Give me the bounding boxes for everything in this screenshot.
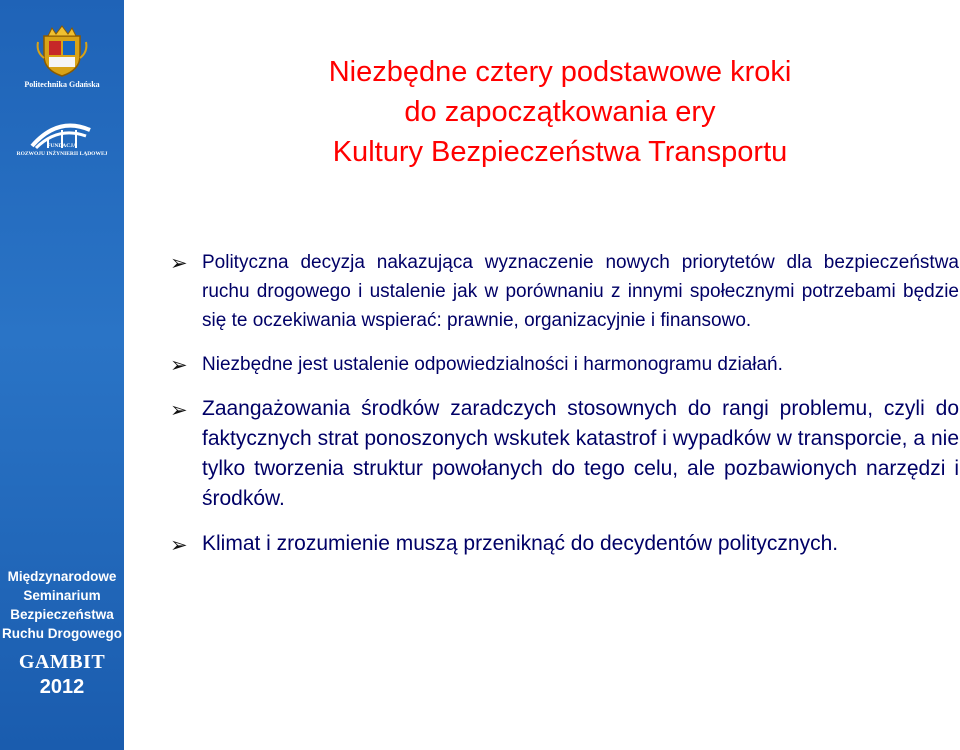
bullet-text: Niezbędne jest ustalenie odpowiedzialności i harmonogramu działań.	[202, 354, 783, 375]
arrow-bullet-icon: ➢	[170, 251, 188, 275]
event-year: 2012	[39, 676, 85, 698]
event-name: GAMBIT	[18, 651, 106, 673]
seminar-line: Międzynarodowe	[7, 569, 117, 584]
bullet-item	[170, 394, 959, 514]
seminar-line: Bezpieczeństwa	[10, 607, 114, 622]
arrow-bullet-icon: ➢	[170, 533, 188, 557]
seminar-line: Seminarium	[23, 588, 101, 603]
university-name: Politechnika Gdańska	[24, 80, 100, 89]
foundation-line-2: ROZWOJU INŻYNIERII LĄDOWEJ	[16, 151, 108, 157]
slide-title	[250, 52, 870, 172]
seminar-name	[0, 567, 124, 643]
bullet-item	[170, 350, 959, 379]
bullet-text: Klimat i zrozumienie muszą przeniknąć do decydentów politycznych.	[202, 532, 839, 555]
bullet-list	[170, 248, 959, 574]
title-line: do zapoczątkowania ery	[404, 96, 716, 128]
title-line: Niezbędne cztery podstawowe kroki	[328, 56, 792, 88]
arrow-bullet-icon: ➢	[170, 398, 188, 422]
bullet-item	[170, 248, 959, 335]
foundation-line-1: FUNDACJA	[47, 143, 77, 149]
bullet-text: Polityczna decyzja nakazująca wyznaczenie nowych priorytetów dla bezpieczeństwa ruchu drogowego i ustalenie jak w porównaniu z innymi społecznymi potrzebami będzie się te oczekiwania wspierać: prawnie, organizacyjnie i finansowo.	[202, 252, 959, 331]
sidebar	[0, 0, 124, 750]
arrow-bullet-icon: ➢	[170, 353, 188, 377]
title-line: Kultury Bezpieczeństwa Transportu	[332, 136, 788, 168]
university-crest-icon	[34, 22, 90, 78]
foundation-name	[0, 142, 124, 158]
seminar-line: Ruchu Drogowego	[2, 626, 122, 641]
bullet-text: Zaangażowania środków zaradczych stosownych do rangi problemu, czyli do faktycznych strat ponoszonych wskutek katastrof i wypadków w transporcie, a nie tylko tworzenia struktur powołanych do tego celu, ale pozbawionych narzędzi i środków.	[202, 397, 959, 510]
bullet-item	[170, 529, 959, 559]
